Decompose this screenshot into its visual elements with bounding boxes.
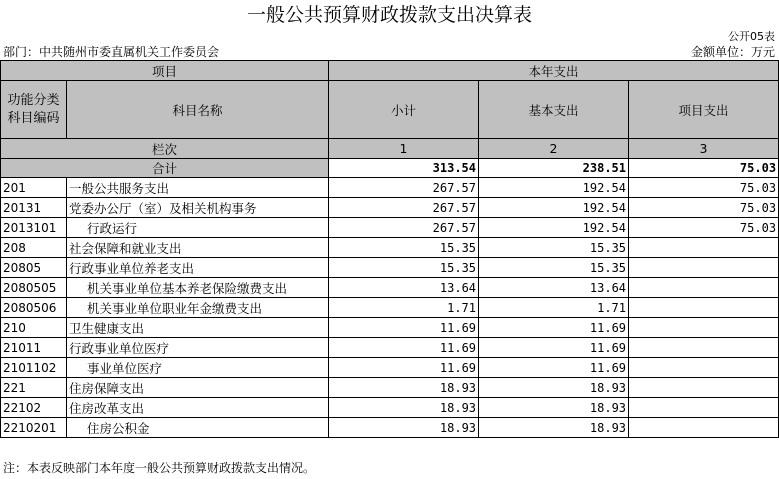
header-subtotal: 小计	[329, 81, 479, 139]
row-code[interactable]: 201	[1, 178, 67, 198]
row-basic[interactable]: 18.93	[479, 378, 629, 398]
row-subject-name[interactable]: 卫生健康支出	[67, 318, 329, 338]
header-func-code: 功能分类科目编码	[1, 81, 67, 139]
row-basic[interactable]: 11.69	[479, 338, 629, 358]
row-basic[interactable]: 15.35	[479, 238, 629, 258]
row-subtotal[interactable]: 18.93	[329, 378, 479, 398]
expenditure-table	[0, 60, 779, 438]
table-row	[1, 218, 779, 238]
header-col1: 1	[329, 139, 479, 159]
row-basic[interactable]: 15.35	[479, 258, 629, 278]
row-subtotal[interactable]: 15.35	[329, 238, 479, 258]
row-project[interactable]	[629, 398, 779, 418]
row-basic[interactable]: 18.93	[479, 418, 629, 438]
header-project: 项目支出	[629, 81, 779, 139]
total-project: 75.03	[629, 159, 779, 178]
header-subject-name: 科目名称	[67, 81, 329, 139]
table-row	[1, 258, 779, 278]
row-basic[interactable]: 18.93	[479, 398, 629, 418]
row-code[interactable]: 2101102	[1, 358, 67, 378]
row-subtotal[interactable]: 11.69	[329, 358, 479, 378]
row-subtotal[interactable]: 11.69	[329, 338, 479, 358]
row-project[interactable]	[629, 278, 779, 298]
amount-unit-label: 金额单位：万元	[690, 45, 775, 59]
row-code[interactable]: 2210201	[1, 418, 67, 438]
row-subject-name[interactable]: 行政事业单位医疗	[67, 338, 329, 358]
row-basic[interactable]: 11.69	[479, 358, 629, 378]
row-subtotal[interactable]: 11.69	[329, 318, 479, 338]
row-project[interactable]	[629, 418, 779, 438]
table-row	[1, 378, 779, 398]
table-row	[1, 278, 779, 298]
row-project[interactable]	[629, 378, 779, 398]
row-code[interactable]: 210	[1, 318, 67, 338]
row-basic[interactable]: 11.69	[479, 318, 629, 338]
row-subject-name[interactable]: 社会保障和就业支出	[67, 238, 329, 258]
table-row	[1, 398, 779, 418]
header-item: 项目	[1, 61, 329, 81]
row-project[interactable]	[629, 358, 779, 378]
row-code[interactable]: 21011	[1, 338, 67, 358]
row-subtotal[interactable]: 267.57	[329, 218, 479, 238]
row-code[interactable]: 208	[1, 238, 67, 258]
row-basic[interactable]: 192.54	[479, 178, 629, 198]
header-col2: 2	[479, 139, 629, 159]
header-current-year: 本年支出	[329, 61, 779, 81]
row-code[interactable]: 2013101	[1, 218, 67, 238]
row-code[interactable]: 2080506	[1, 298, 67, 318]
table-row	[1, 418, 779, 438]
table-row	[1, 178, 779, 198]
row-subject-name[interactable]: 行政事业单位养老支出	[67, 258, 329, 278]
row-subtotal[interactable]: 13.64	[329, 278, 479, 298]
total-basic: 238.51	[479, 159, 629, 178]
table-row	[1, 198, 779, 218]
row-basic[interactable]: 1.71	[479, 298, 629, 318]
row-basic[interactable]: 13.64	[479, 278, 629, 298]
row-project[interactable]	[629, 238, 779, 258]
row-code[interactable]: 22102	[1, 398, 67, 418]
row-project[interactable]	[629, 258, 779, 278]
row-subject-name[interactable]: 机关事业单位基本养老保险缴费支出	[67, 278, 329, 298]
row-subject-name[interactable]: 机关事业单位职业年金缴费支出	[67, 298, 329, 318]
row-code[interactable]: 2080505	[1, 278, 67, 298]
row-subject-name[interactable]: 住房公积金	[67, 418, 329, 438]
row-basic[interactable]: 192.54	[479, 198, 629, 218]
sheet-number: 公开05表	[728, 30, 775, 43]
row-subtotal[interactable]: 1.71	[329, 298, 479, 318]
row-subtotal[interactable]: 15.35	[329, 258, 479, 278]
row-project[interactable]: 75.03	[629, 218, 779, 238]
row-subtotal[interactable]: 267.57	[329, 198, 479, 218]
row-basic[interactable]: 192.54	[479, 218, 629, 238]
row-code[interactable]: 20805	[1, 258, 67, 278]
row-code[interactable]: 221	[1, 378, 67, 398]
row-project[interactable]: 75.03	[629, 198, 779, 218]
footnote: 注：本表反映部门本年度一般公共预算财政拨款支出情况。	[3, 461, 316, 475]
row-subtotal[interactable]: 18.93	[329, 398, 479, 418]
row-subject-name[interactable]: 党委办公厅（室）及相关机构事务	[67, 198, 329, 218]
row-project[interactable]	[629, 338, 779, 358]
table-row	[1, 238, 779, 258]
row-subtotal[interactable]: 267.57	[329, 178, 479, 198]
page-title: 一般公共预算财政拨款支出决算表	[246, 4, 532, 26]
table-row	[1, 338, 779, 358]
header-column-no: 栏次	[1, 139, 329, 159]
row-subject-name[interactable]: 事业单位医疗	[67, 358, 329, 378]
row-subject-name[interactable]: 行政运行	[67, 218, 329, 238]
table-row	[1, 298, 779, 318]
header-col3: 3	[629, 139, 779, 159]
row-project[interactable]: 75.03	[629, 178, 779, 198]
row-project[interactable]	[629, 298, 779, 318]
row-code[interactable]: 20131	[1, 198, 67, 218]
table-row	[1, 358, 779, 378]
total-label: 合计	[1, 159, 329, 178]
row-subtotal[interactable]: 18.93	[329, 418, 479, 438]
row-subject-name[interactable]: 一般公共服务支出	[67, 178, 329, 198]
table-row	[1, 318, 779, 338]
row-project[interactable]	[629, 318, 779, 338]
department-label: 部门：中共随州市委直属机关工作委员会	[3, 45, 220, 59]
total-subtotal: 313.54	[329, 159, 479, 178]
row-subject-name[interactable]: 住房保障支出	[67, 378, 329, 398]
header-basic: 基本支出	[479, 81, 629, 139]
row-subject-name[interactable]: 住房改革支出	[67, 398, 329, 418]
